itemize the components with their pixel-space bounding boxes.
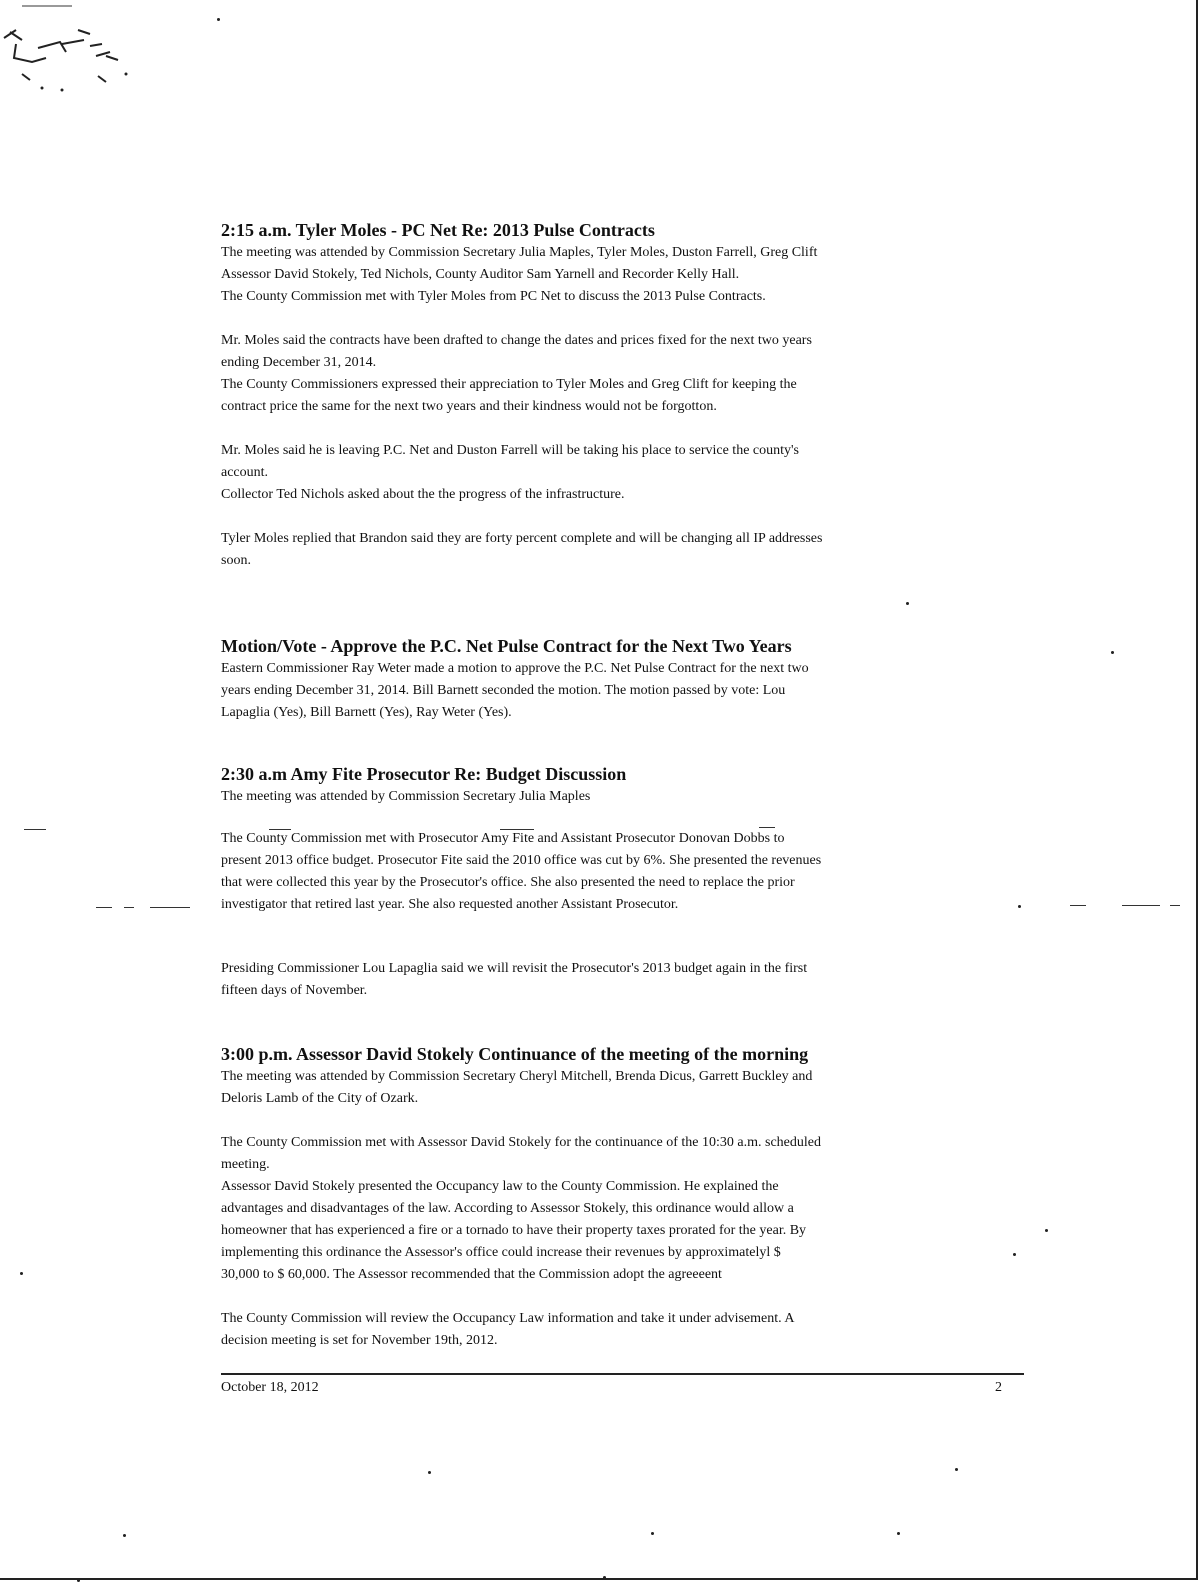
- paragraph-line: meeting.: [221, 1157, 270, 1172]
- paragraph-line: Tyler Moles replied that Brandon said they are forty percent complete and will be changing all IP addresses: [221, 531, 823, 546]
- scan-dash: [96, 907, 112, 908]
- paragraph-line: The County Commission met with Assessor David Stokely for the continuance of the 10:30 a.m. scheduled: [221, 1135, 821, 1150]
- section-motion-vote: [221, 634, 991, 724]
- paragraph-line: Assessor David Stokely, Ted Nichols, County Auditor Sam Yarnell and Recorder Kelly Hall.: [221, 267, 740, 282]
- section-heading: 2:30 a.m Amy Fite Prosecutor Re: Budget Discussion: [221, 764, 627, 784]
- paragraph-line: homeowner that has experienced a fire or a tornado to have their property taxes prorated for the year. By: [221, 1223, 807, 1238]
- paragraph-line: investigator that retired last year. She also requested another Assistant Prosecutor.: [221, 897, 679, 912]
- scan-speck: [1111, 651, 1114, 654]
- section-david-stokely: [221, 1042, 991, 1352]
- paragraph-line: ending December 31, 2014.: [221, 355, 377, 370]
- scan-speck: [428, 1471, 431, 1474]
- scan-speck: [955, 1468, 958, 1471]
- scan-speck: [897, 1532, 900, 1535]
- paragraph-line: The County Commission will review the Occupancy Law information and take it under advisement. A: [221, 1311, 795, 1326]
- paragraph-line: 30,000 to $ 60,000. The Assessor recommended that the Commission adopt the agreeeent: [221, 1267, 722, 1282]
- scan-dash: [1170, 905, 1180, 906]
- paragraph-line: that were collected this year by the Prosecutor's office. She also presented the need to replace the prior: [221, 875, 795, 890]
- paragraph-line: contract price the same for the next two years and their kindness would not be forgotton.: [221, 399, 717, 414]
- paragraph-line: account.: [221, 465, 269, 480]
- section-heading: Motion/Vote - Approve the P.C. Net Pulse Contract for the Next Two Years: [221, 636, 792, 656]
- paragraph-line: The County Commission met with Prosecutor Amy Fite and Assistant Prosecutor Donovan Dobbs to: [221, 831, 785, 846]
- paragraph-line: Eastern Commissioner Ray Weter made a motion to approve the P.C. Net Pulse Contract for the next two: [221, 661, 809, 676]
- scan-speck: [1045, 1229, 1048, 1232]
- document-body: [221, 218, 991, 1352]
- paragraph-line: advantages and disadvantages of the law. According to Assessor Stokely, this ordinance would allow a: [221, 1201, 794, 1216]
- scan-speck: [20, 1272, 23, 1275]
- page-number: 2: [995, 1380, 1002, 1395]
- scan-dash: [24, 829, 46, 830]
- paragraph-line: implementing this ordinance the Assessor's office could increase their revenues by approximatelyl $: [221, 1245, 781, 1260]
- paragraph-line: The meeting was attended by Commission Secretary Cheryl Mitchell, Brenda Dicus, Garrett Buckley and: [221, 1069, 813, 1084]
- scan-speck: [217, 18, 220, 21]
- scan-speck: [651, 1532, 654, 1535]
- paragraph-line: Mr. Moles said he is leaving P.C. Net and Duston Farrell will be taking his place to service the county's: [221, 443, 799, 458]
- scan-smudge: [2, 0, 142, 100]
- paragraph-line: Deloris Lamb of the City of Ozark.: [221, 1091, 419, 1106]
- scan-speck: [1018, 905, 1021, 908]
- section-heading: 2:15 a.m. Tyler Moles - PC Net Re: 2013 Pulse Contracts: [221, 220, 655, 240]
- section-heading: 3:00 p.m. Assessor David Stokely Continuance of the meeting of the morning: [221, 1044, 809, 1064]
- paragraph-line: fifteen days of November.: [221, 983, 368, 998]
- paragraph-line: The meeting was attended by Commission Secretary Julia Maples, Tyler Moles, Duston Farrell, Greg Clift: [221, 245, 818, 260]
- scan-dash: [124, 907, 134, 908]
- paragraph-line: The meeting was attended by Commission Secretary Julia Maples: [221, 789, 591, 804]
- section-amy-fite: [221, 762, 991, 1002]
- section-tyler-moles: [221, 218, 991, 572]
- scan-dash: [1122, 905, 1160, 906]
- paragraph-line: present 2013 office budget. Prosecutor Fite said the 2010 office was cut by 6%. She presented the revenues: [221, 853, 822, 868]
- footer-date: October 18, 2012: [221, 1380, 319, 1395]
- paragraph-line: Presiding Commissioner Lou Lapaglia said we will revisit the Prosecutor's 2013 budget again in the first: [221, 961, 808, 976]
- paragraph-line: decision meeting is set for November 19th, 2012.: [221, 1333, 498, 1348]
- paragraph-line: years ending December 31, 2014. Bill Barnett seconded the motion. The motion passed by vote: Lou: [221, 683, 786, 698]
- scan-dash: [1070, 905, 1086, 906]
- scan-dash: [150, 907, 190, 908]
- page-footer: [221, 1373, 1024, 1395]
- paragraph-line: soon.: [221, 553, 251, 568]
- paragraph-line: The County Commission met with Tyler Moles from PC Net to discuss the 2013 Pulse Contracts.: [221, 289, 766, 304]
- paragraph-line: Lapaglia (Yes), Bill Barnett (Yes), Ray Weter (Yes).: [221, 705, 512, 720]
- scan-speck: [603, 1576, 606, 1579]
- paragraph-line: Collector Ted Nichols asked about the the progress of the infrastructure.: [221, 487, 625, 502]
- paragraph-line: Assessor David Stokely presented the Occupancy law to the County Commission. He explained the: [221, 1179, 779, 1194]
- paragraph-line: The County Commissioners expressed their appreciation to Tyler Moles and Greg Clift for keeping the: [221, 377, 797, 392]
- paragraph-line: Mr. Moles said the contracts have been drafted to change the dates and prices fixed for the next two years: [221, 333, 812, 348]
- scan-speck: [1013, 1253, 1016, 1256]
- scan-speck: [123, 1534, 126, 1537]
